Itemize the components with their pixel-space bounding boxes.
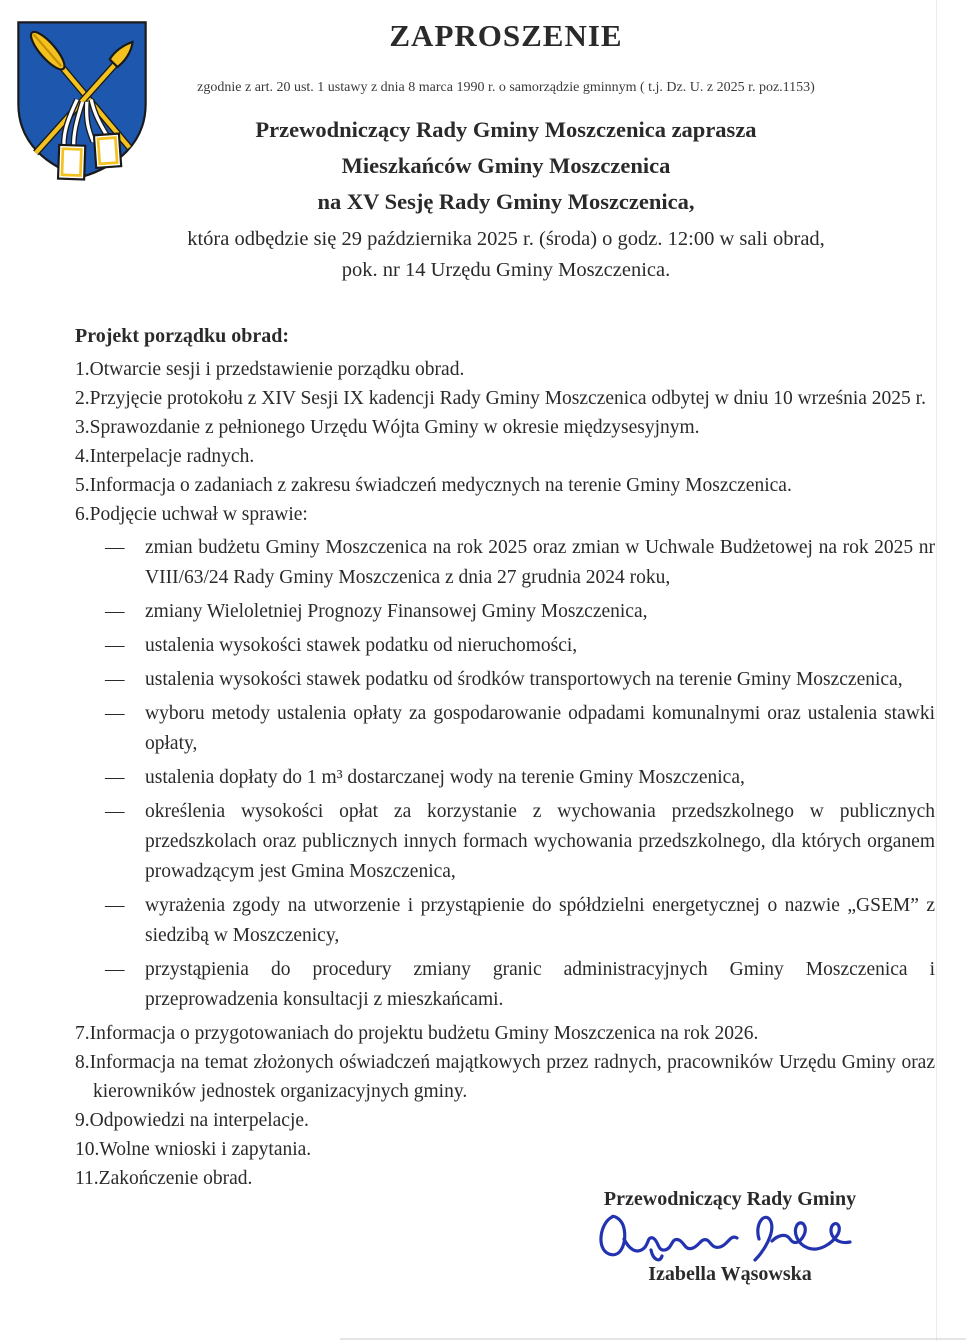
dash-icon: — [105,601,125,622]
agenda-subitem-6: — ustalenia dopłaty do 1 m³ dostarczanej wody na terenie Gminy Moszczenica, [75,763,935,793]
signature-name: Izabella Wąsowska [648,1263,812,1285]
signature-title: Przewodniczący Rady Gminy [603,1188,857,1210]
legal-basis: zgodnie z art. 20 ust. 1 ustawy z dnia 8 marca 1990 r. o samorządzie gminnym ( t.j. Dz. U. z 2025 r. poz.1153) [197,80,815,95]
dash-icon: — [105,635,125,656]
agenda-item-2: 2.Przyjęcie protokołu z XIV Sesji IX kadencji Rady Gminy Moszczenica odbytej w dniu 10 września 2025 r. [75,388,926,409]
document-header [46,18,966,282]
agenda-subitem-9: — przystąpienia do procedury zmiany granic administracyjnych Gminy Moszczenica i przeprowadzenia konsultacji z mieszkańcami. [75,955,935,1015]
agenda-item-5: 5.Informacja o zadaniach z zakresu świadczeń medycznych na terenie Gminy Moszczenica. [75,475,792,496]
signature-block [560,1188,900,1286]
dash-icon: — [105,669,125,690]
agenda-subitem-8: — wyrażenia zgody na utworzenie i przystąpienie do spółdzielni energetycznej o nazwie „GSEM” z siedzibą w Moszczenicy, [75,891,935,951]
session-date-line: która odbędzie się 29 października 2025 r. (środa) o godz. 12:00 w sali obrad, [187,228,825,250]
dash-icon: — [105,801,125,822]
agenda-subitem-7: — określenia wysokości opłat za korzystanie z wychowania przedszkolnego w publicznych przedszkolach oraz publicznych innych formach wychowania przedszkolnego, dla których organem prowadzącym jest Gmina Moszczenica, [75,797,935,887]
agenda-section [75,322,935,1193]
invitation-line-1: Przewodniczący Rady Gminy Moszczenica zaprasza [255,117,757,142]
agenda-item-3: 3.Sprawozdanie z pełnionego Urzędu Wójta Gminy w okresie międzysesyjnym. [75,417,700,438]
agenda-item-1: 1.Otwarcie sesji i przedstawienie porządku obrad. [75,359,465,380]
agenda-subitem-2: — zmiany Wieloletniej Prognozy Finansowej Gminy Moszczenica, [75,597,935,627]
agenda-subitem-3: — ustalenia wysokości stawek podatku od nieruchomości, [75,631,935,661]
session-place-line: pok. nr 14 Urzędu Gminy Moszczenica. [341,259,671,281]
agenda-subitem-1: — zmian budżetu Gminy Moszczenica na rok 2025 oraz zmian w Uchwale Budżetowej na rok 2025 nr VIII/63/24 Rady Gminy Moszczenica z dnia 27 grudnia 2024 roku, [75,533,935,593]
agenda-item-6: 6.Podjęcie uchwał w sprawie: [75,504,308,525]
dash-icon: — [105,767,125,788]
agenda-item-8: 8.Informacja na temat złożonych oświadczeń majątkowych przez radnych, pracowników Urzędu Gminy oraz kierowników jednostek organizacyjnych gminy. [75,1052,935,1102]
dash-icon: — [105,703,125,724]
dash-icon: — [105,537,125,558]
invitation-line-3: na XV Sesję Rady Gminy Moszczenica, [317,189,695,214]
dash-icon: — [105,895,125,916]
agenda-item-11: 11.Zakończenie obrad. [75,1168,253,1189]
agenda-item-7: 7.Informacja o przygotowaniach do projektu budżetu Gminy Moszczenica na rok 2026. [75,1023,759,1044]
invitation-line-2: Mieszkańców Gminy Moszczenica [341,153,671,178]
agenda-heading: Projekt porządku obrad: [75,325,290,347]
agenda-item-10: 10.Wolne wnioski i zapytania. [75,1139,312,1160]
dash-icon: — [105,959,125,980]
agenda-subitem-5: — wyboru metody ustalenia opłaty za gospodarowanie odpadami komunalnymi oraz ustalenia stawki opłaty, [75,699,935,759]
agenda-item-9: 9.Odpowiedzi na interpelacje. [75,1110,309,1131]
scan-artifact-bottom-line [340,1338,966,1340]
document-title: ZAPROSZENIE [389,18,623,53]
handwritten-signature-icon [560,1205,900,1267]
agenda-subitem-4: — ustalenia wysokości stawek podatku od środków transportowych na terenie Gminy Moszczenica, [75,665,935,695]
agenda-item-4: 4.Interpelacje radnych. [75,446,255,467]
